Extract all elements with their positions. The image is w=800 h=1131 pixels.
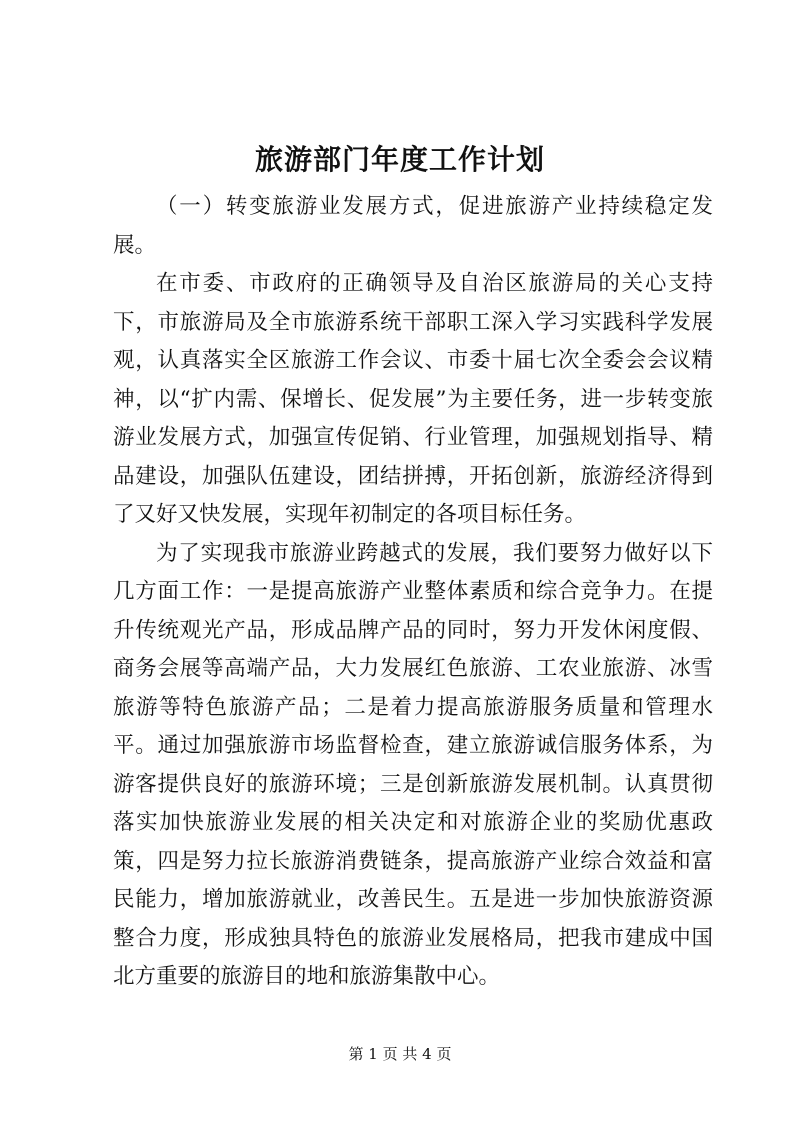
body-paragraph: 在市委、市政府的正确领导及自治区旅游局的关心支持下，市旅游局及全市旅游系统干部职工深入学习实践科学发展观，认真落实全区旅游工作会议、市委十届七次全委会会议精神，以“扩内需、保增长、促发展”为主要任务，进一步转变旅游业发展方式，加强宣传促销、行业管理，加强规划指导、精品建设，加强队伍建设，团结拼搏，开拓创新，旅游经济得到了又好又快发展，实现年初制定的各项目标任务。 bbox=[113, 271, 713, 527]
section-heading: （一）转变旅游业发展方式，促进旅游产业持续稳定发展。 bbox=[113, 194, 713, 258]
document-body bbox=[113, 188, 713, 997]
body-paragraph: 为了实现我市旅游业跨越式的发展，我们要努力做好以下几方面工作：一是提高旅游产业整体素质和综合竞争力。在提升传统观光产品，形成品牌产品的同时，努力开发休闲度假、商务会展等高端产品，大力发展红色旅游、工农业旅游、冰雪旅游等特色旅游产品；二是着力提高旅游服务质量和管理水平。通过加强旅游市场监督检查，建立旅游诚信服务体系，为游客提供良好的旅游环境；三是创新旅游发展机制。认真贯彻落实加快旅游业发展的相关决定和对旅游企业的奖励优惠政策，四是努力拉长旅游消费链条，提高旅游产业综合效益和富民能力，增加旅游就业，改善民生。五是进一步加快旅游资源整合力度，形成独具特色的旅游业发展格局，把我市建成中国北方重要的旅游目的地和旅游集散中心。 bbox=[113, 540, 713, 989]
page-footer: 第 1 页 共 4 页 bbox=[348, 1045, 452, 1063]
page-title: 旅游部门年度工作计划 bbox=[254, 143, 545, 176]
